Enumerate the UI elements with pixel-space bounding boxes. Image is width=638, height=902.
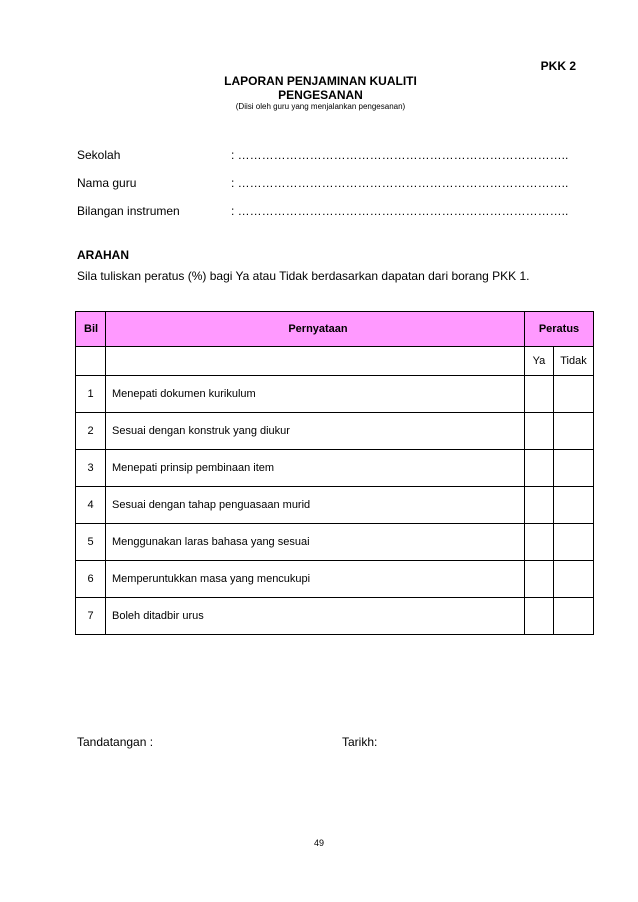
no-cell[interactable] [553, 598, 593, 635]
table-row [76, 561, 594, 598]
row-statement: Sesuai dengan konstruk yang diukur [106, 413, 525, 450]
header-no: Tidak [553, 347, 593, 376]
form-code: PKK 2 [540, 59, 576, 73]
assessment-table [75, 311, 594, 635]
no-cell[interactable] [553, 524, 593, 561]
field-value[interactable]: : ……………………………………………………………………….. [231, 148, 569, 162]
instructions-heading: ARAHAN [77, 248, 129, 262]
table-row [76, 598, 594, 635]
yes-cell[interactable] [524, 524, 553, 561]
row-statement: Sesuai dengan tahap penguasaan murid [106, 487, 525, 524]
yes-cell[interactable] [524, 561, 553, 598]
no-cell[interactable] [553, 561, 593, 598]
field-label: Sekolah [77, 148, 121, 162]
table-subheader-row [76, 347, 594, 376]
row-number: 3 [76, 450, 106, 487]
row-number: 1 [76, 376, 106, 413]
row-number: 4 [76, 487, 106, 524]
subheader-empty [106, 347, 525, 376]
field-value[interactable]: : ……………………………………………………………………….. [231, 204, 569, 218]
table-row [76, 376, 594, 413]
header-bil: Bil [76, 312, 106, 347]
row-number: 6 [76, 561, 106, 598]
no-cell[interactable] [553, 413, 593, 450]
page-number: 49 [313, 838, 324, 848]
subheader-empty [76, 347, 106, 376]
no-cell[interactable] [553, 450, 593, 487]
yes-cell[interactable] [524, 413, 553, 450]
no-cell[interactable] [553, 376, 593, 413]
row-statement: Menepati prinsip pembinaan item [106, 450, 525, 487]
row-statement: Boleh ditadbir urus [106, 598, 525, 635]
field-label: Nama guru [77, 176, 137, 190]
signature-label: Tandatangan : [77, 735, 154, 749]
row-number: 2 [76, 413, 106, 450]
no-cell[interactable] [553, 487, 593, 524]
instructions-text: Sila tuliskan peratus (%) bagi Ya atau Tidak berdasarkan dapatan dari borang PKK 1. [77, 269, 530, 283]
row-statement: Memperuntukkan masa yang mencukupi [106, 561, 525, 598]
yes-cell[interactable] [524, 487, 553, 524]
header-yes: Ya [524, 347, 553, 376]
table-row [76, 413, 594, 450]
header-statement: Pernyataan [106, 312, 525, 347]
document-title-line2: PENGESANAN [278, 88, 363, 102]
field-value[interactable]: : ……………………………………………………………………….. [231, 176, 569, 190]
row-statement: Menepati dokumen kurikulum [106, 376, 525, 413]
header-percent: Peratus [524, 312, 593, 347]
row-number: 5 [76, 524, 106, 561]
yes-cell[interactable] [524, 450, 553, 487]
row-statement: Menggunakan laras bahasa yang sesuai [106, 524, 525, 561]
table-row [76, 524, 594, 561]
yes-cell[interactable] [524, 598, 553, 635]
table-header-row [76, 312, 594, 347]
table-row [76, 450, 594, 487]
row-number: 7 [76, 598, 106, 635]
table-row [76, 487, 594, 524]
field-label: Bilangan instrumen [77, 204, 180, 218]
yes-cell[interactable] [524, 376, 553, 413]
date-label: Tarikh: [342, 735, 378, 749]
document-title: LAPORAN PENJAMINAN KUALITI [224, 74, 417, 88]
document-subtitle: (Diisi oleh guru yang menjalankan pengesanan) [235, 102, 406, 111]
